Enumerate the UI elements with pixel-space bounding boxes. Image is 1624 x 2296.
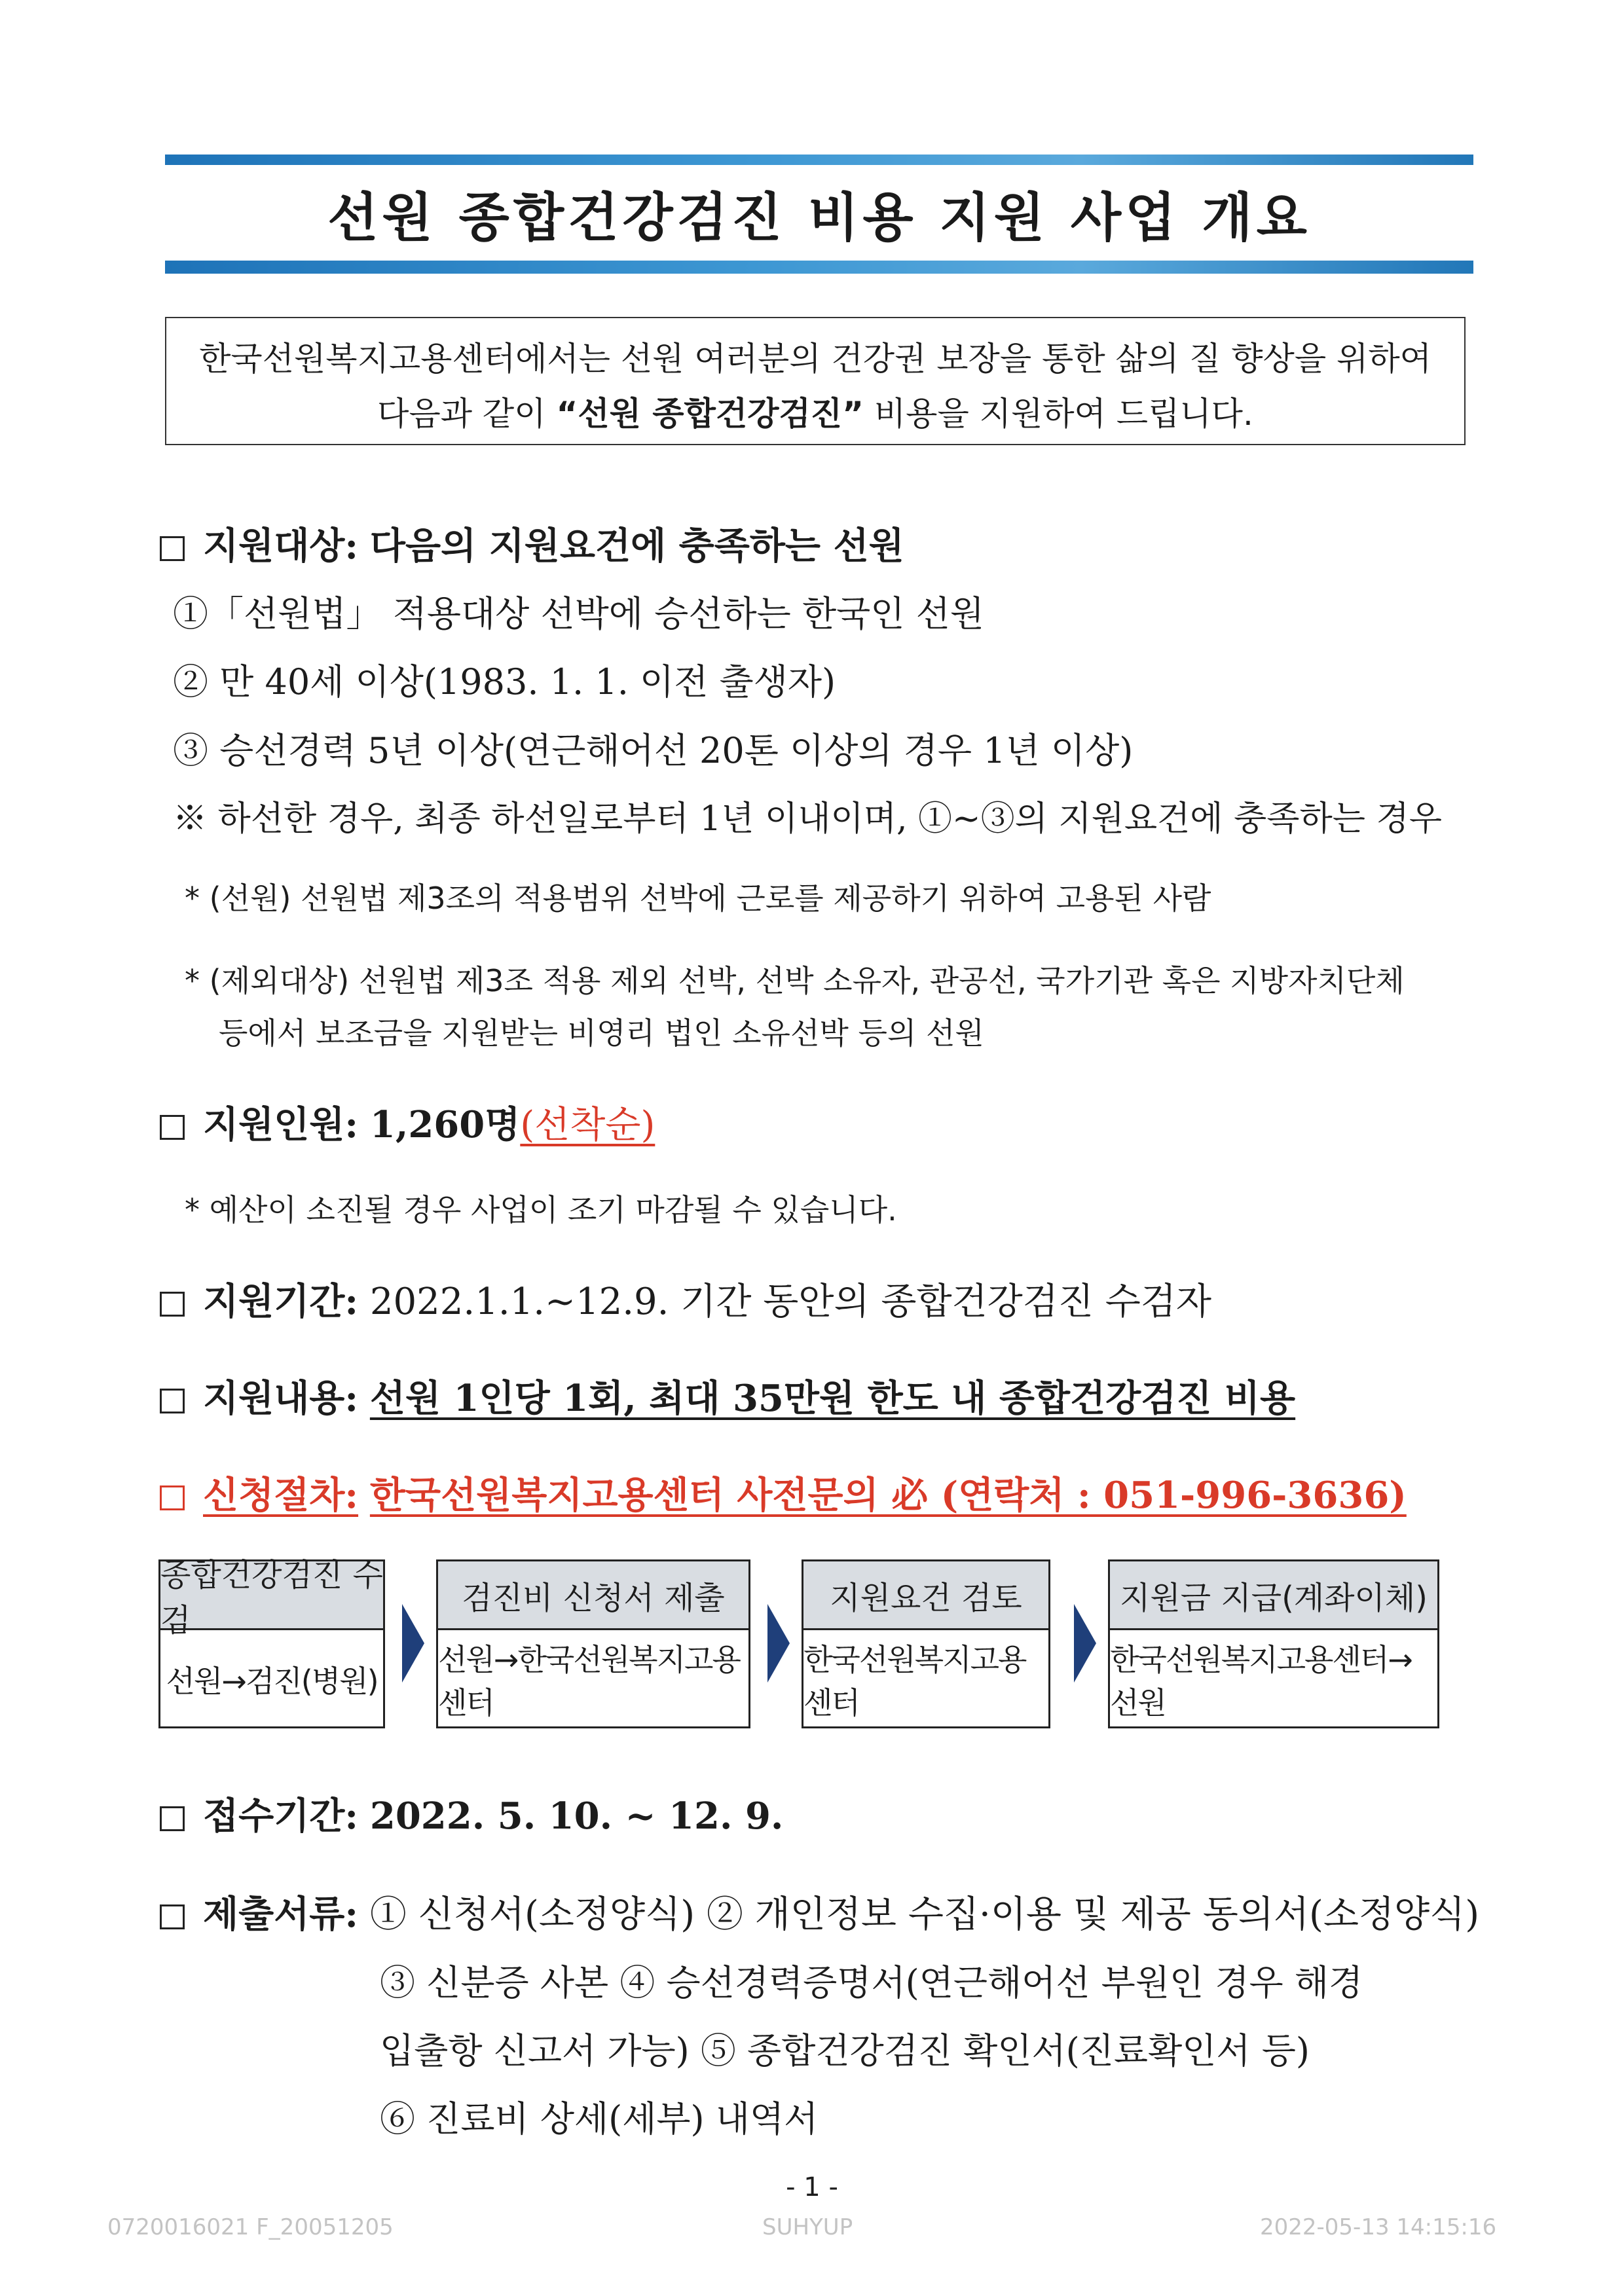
process-step-4-body: 한국선원복지고용센터→선원 — [1110, 1642, 1412, 1721]
target-note-1: * (선원) 선원법 제3조의 적용범위 선박에 근로를 제공하기 위하여 고용된 사람 — [185, 881, 1211, 916]
content-text: 선원 1인당 1회, 최대 35만원 한도 내 종합건강검진 비용 — [369, 1377, 1296, 1420]
target-item-2: ② 만 40세 이상(1983. 1. 1. 이전 출생자) — [173, 661, 836, 702]
period-label: 지원기간: — [203, 1280, 359, 1323]
documents-line-2: ③ 신분증 사본 ④ 승선경력증명서(연근해어선 부원인 경우 해경 — [380, 1962, 1363, 2003]
intro-line-2-bold: “선원 종합건강검진” — [556, 395, 864, 433]
page-number: - 1 - — [786, 2172, 838, 2202]
intro-line-2 — [166, 388, 1464, 435]
target-note-2a: * (제외대상) 선원법 제3조 적용 제외 선박, 선박 소유자, 관공선, 국가기관 혹은 지방자치단체 — [185, 963, 1405, 998]
period-header — [160, 1273, 1211, 1325]
footer-center: SUHYUP — [762, 2214, 853, 2240]
process-step-2-head: 검진비 신청서 제출 — [438, 1561, 748, 1630]
checkbox-icon — [160, 1806, 185, 1831]
checkbox-icon — [160, 1115, 185, 1140]
documents-header — [160, 1886, 1479, 1938]
process-step-4-head: 지원금 지급(계좌이체) — [1110, 1561, 1437, 1630]
documents-line-1: ① 신청서(소정양식) ② 개인정보 수집·이용 및 제공 동의서(소정양식) — [369, 1893, 1480, 1936]
target-label: 지원대상: — [203, 524, 359, 568]
process-step-1 — [158, 1559, 385, 1728]
process-step-4 — [1108, 1559, 1439, 1728]
target-text: 다음의 지원요건에 충족하는 선원 — [369, 524, 904, 568]
content-header — [160, 1370, 1295, 1422]
procedure-header — [160, 1467, 1407, 1519]
people-highlight: (선착순) — [520, 1104, 655, 1146]
target-item-1: ①「선원법」 적용대상 선박에 승선하는 한국인 선원 — [173, 593, 984, 634]
title-bar-bottom — [165, 261, 1473, 274]
reception-header — [160, 1787, 783, 1840]
checkbox-icon — [160, 1292, 185, 1317]
chevron-right-icon — [767, 1604, 790, 1683]
title-bar-top — [165, 155, 1473, 165]
procedure-label: 신청절차: — [203, 1474, 359, 1517]
page-title: 선원 종합건강검진 비용 지원 사업 개요 — [327, 187, 1311, 248]
documents-line-4: ⑥ 진료비 상세(세부) 내역서 — [380, 2098, 819, 2140]
intro-line-2-pre: 다음과 같이 — [377, 395, 557, 433]
process-step-3 — [802, 1559, 1050, 1728]
footer-left-code: 0720016021 F_20051205 — [107, 2214, 394, 2240]
process-step-1-body: 선원→검진(병원) — [166, 1664, 378, 1699]
process-step-1-head: 종합건강검진 수검 — [160, 1557, 383, 1639]
chevron-right-icon — [1074, 1604, 1096, 1683]
people-note: * 예산이 소진될 경우 사업이 조기 마감될 수 있습니다. — [185, 1192, 897, 1228]
chevron-right-icon — [402, 1604, 424, 1683]
reception-label: 접수기간: — [203, 1795, 359, 1838]
intro-box — [165, 317, 1466, 445]
process-step-2-body: 선원→한국선원복지고용센터 — [438, 1642, 740, 1721]
checkbox-icon — [160, 536, 185, 561]
checkbox-icon — [160, 1904, 185, 1929]
intro-line-1: 한국선원복지고용센터에서는 선원 여러분의 건강권 보장을 통한 삶의 질 향상을 위하여 — [199, 340, 1431, 378]
process-step-3-body: 한국선원복지고용센터 — [803, 1642, 1026, 1721]
checkbox-icon — [160, 1389, 185, 1413]
content-label: 지원내용: — [203, 1377, 359, 1420]
target-item-3: ③ 승선경력 5년 이상(연근해어선 20톤 이상의 경우 1년 이상) — [173, 730, 1134, 771]
target-note-2b: 등에서 보조금을 지원받는 비영리 법인 소유선박 등의 선원 — [219, 1015, 984, 1051]
documents-line-3: 입출항 신고서 가능) ⑤ 종합건강검진 확인서(진료확인서 등) — [380, 2030, 1310, 2071]
people-value: 1,260명 — [369, 1103, 521, 1146]
people-label: 지원인원: — [203, 1103, 359, 1146]
people-header — [160, 1096, 655, 1148]
process-step-2 — [436, 1559, 750, 1728]
documents-label: 제출서류: — [203, 1893, 359, 1936]
procedure-text: 한국선원복지고용센터 사전문의 必 (연락처 : 051-996-3636) — [369, 1474, 1407, 1517]
period-text: 2022.1.1.~12.9. 기간 동안의 종합건강검진 수검자 — [369, 1281, 1212, 1323]
target-header — [160, 517, 904, 570]
footer-timestamp: 2022-05-13 14:15:16 — [1260, 2214, 1497, 2240]
reception-text: 2022. 5. 10. ~ 12. 9. — [369, 1795, 784, 1838]
checkbox-icon — [160, 1485, 185, 1510]
intro-line-2-post: 비용을 지원하여 드립니다. — [863, 395, 1253, 433]
target-remark: ※ 하선한 경우, 최종 하선일로부터 1년 이내이며, ①~③의 지원요건에 충족하는 경우 — [173, 799, 1442, 839]
process-step-3-head: 지원요건 검토 — [803, 1561, 1048, 1630]
